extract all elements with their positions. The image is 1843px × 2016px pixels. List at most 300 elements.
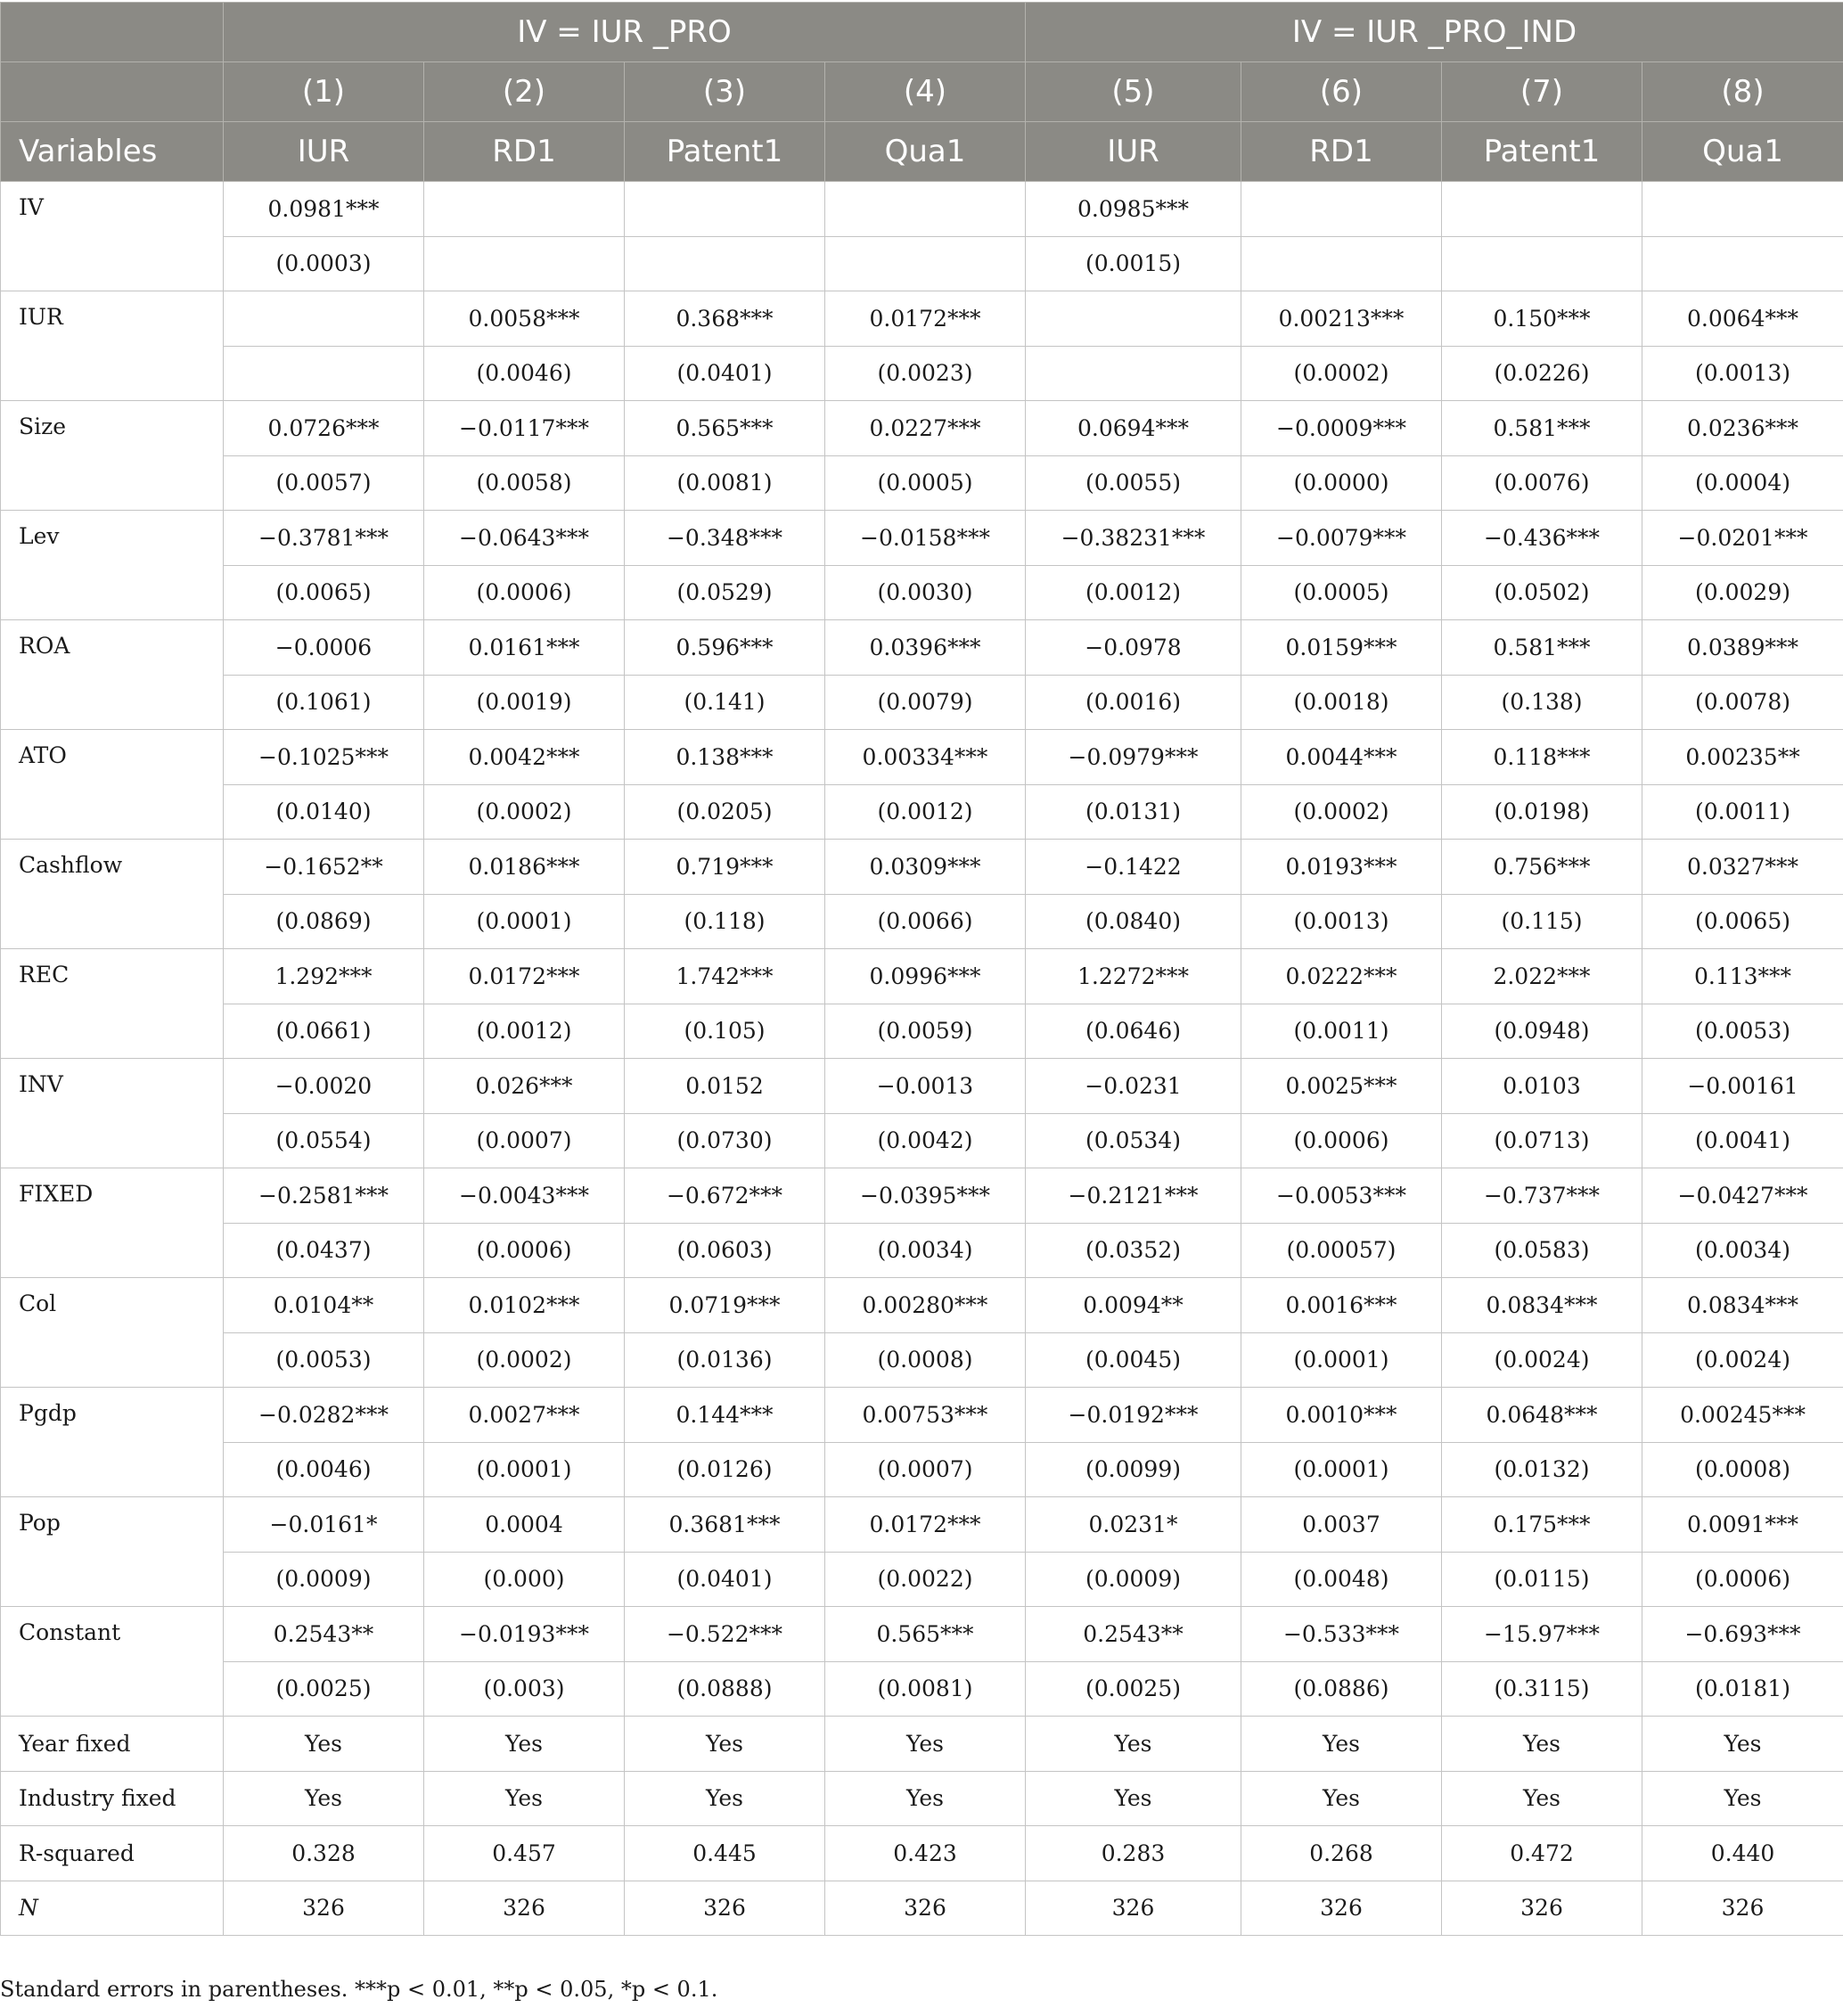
coef-cell: 0.0159*** (1241, 620, 1442, 676)
se-row (1, 1223, 1843, 1278)
se-cell: (0.0048) (1241, 1552, 1442, 1607)
header-col-number: (3) (625, 62, 825, 122)
summary-cell: Yes (1026, 1717, 1241, 1772)
header-variables-label: Variables (1, 122, 224, 182)
coef-cell: 0.00334*** (825, 730, 1026, 785)
se-cell: (0.0059) (825, 1004, 1026, 1059)
se-row (1, 1332, 1843, 1388)
summary-cell: Yes (625, 1717, 825, 1772)
se-cell: (0.0437) (224, 1223, 424, 1278)
coef-cell: 0.0016*** (1241, 1278, 1442, 1333)
se-cell: (0.0001) (424, 894, 625, 949)
summary-cell: 0.440 (1642, 1826, 1843, 1881)
se-cell: (0.0034) (825, 1223, 1026, 1278)
se-cell: (0.0730) (625, 1113, 825, 1168)
coef-cell: −0.0053*** (1241, 1168, 1442, 1224)
coef-cell: 0.138*** (625, 730, 825, 785)
se-cell: (0.0001) (1241, 1332, 1442, 1388)
se-cell: (0.0226) (1442, 346, 1642, 401)
coef-cell: 0.0094** (1026, 1278, 1241, 1333)
coef-cell (1442, 182, 1642, 237)
summary-cell: Yes (224, 1717, 424, 1772)
variable-name: Constant (1, 1607, 224, 1717)
coef-cell: −0.0043*** (424, 1168, 625, 1224)
coef-row (1, 1607, 1843, 1662)
se-cell: (0.0041) (1642, 1113, 1843, 1168)
header-number-row (1, 62, 1843, 122)
coef-cell: −0.0161* (224, 1497, 424, 1553)
se-cell: (0.0888) (625, 1661, 825, 1717)
se-cell: (0.0131) (1026, 784, 1241, 840)
se-cell: (0.0002) (424, 1332, 625, 1388)
coef-cell: 0.0985*** (1026, 182, 1241, 237)
coef-row (1, 511, 1843, 566)
summary-cell: Yes (1642, 1771, 1843, 1826)
se-cell: (0.0003) (224, 236, 424, 291)
se-cell (224, 346, 424, 401)
coef-cell: −0.1422 (1026, 840, 1241, 895)
coef-cell: 0.00245*** (1642, 1388, 1843, 1443)
coef-cell: 0.0726*** (224, 401, 424, 456)
coef-cell: 2.022*** (1442, 949, 1642, 1004)
se-row (1, 784, 1843, 840)
coef-cell: −0.0427*** (1642, 1168, 1843, 1224)
se-cell: (0.138) (1442, 675, 1642, 730)
se-cell: (0.0099) (1026, 1442, 1241, 1497)
coef-cell: 0.0064*** (1642, 291, 1843, 347)
se-cell: (0.0006) (424, 565, 625, 620)
summary-cell: Yes (1442, 1771, 1642, 1826)
se-cell: (0.3115) (1442, 1661, 1642, 1717)
variable-name: ROA (1, 620, 224, 730)
se-cell: (0.0055) (1026, 455, 1241, 511)
coef-cell: 0.0025*** (1241, 1059, 1442, 1114)
se-cell: (0.0025) (1026, 1661, 1241, 1717)
coef-cell: −0.436*** (1442, 511, 1642, 566)
se-cell: (0.003) (424, 1661, 625, 1717)
coef-cell: 0.00235** (1642, 730, 1843, 785)
se-cell: (0.0006) (1241, 1113, 1442, 1168)
se-cell: (0.0005) (825, 455, 1026, 511)
summary-cell: Yes (1442, 1717, 1642, 1772)
se-cell (1241, 236, 1442, 291)
variable-name: FIXED (1, 1168, 224, 1278)
se-row (1, 346, 1843, 401)
coef-cell: −0.0643*** (424, 511, 625, 566)
coef-cell: −0.737*** (1442, 1168, 1642, 1224)
summary-label: N (1, 1881, 224, 1936)
coef-cell: 0.581*** (1442, 401, 1642, 456)
se-cell: (0.0006) (1642, 1552, 1843, 1607)
se-cell (1442, 236, 1642, 291)
summary-cell: 0.457 (424, 1826, 625, 1881)
variable-name: Col (1, 1278, 224, 1388)
table-wrapper (0, 2, 1843, 1936)
coef-cell: −0.0201*** (1642, 511, 1843, 566)
coef-cell: 0.0004 (424, 1497, 625, 1553)
se-cell: (0.0024) (1442, 1332, 1642, 1388)
variable-name: Pop (1, 1497, 224, 1607)
se-cell: (0.0012) (1026, 565, 1241, 620)
coef-cell: 0.0102*** (424, 1278, 625, 1333)
se-cell: (0.0401) (625, 1552, 825, 1607)
coef-cell: 0.0834*** (1442, 1278, 1642, 1333)
coef-row (1, 1497, 1843, 1553)
coef-cell: 0.719*** (625, 840, 825, 895)
se-cell: (0.0046) (424, 346, 625, 401)
coef-cell: −0.0013 (825, 1059, 1026, 1114)
se-cell: (0.0029) (1642, 565, 1843, 620)
header-empty-cell (1, 62, 224, 122)
summary-cell: Yes (1241, 1717, 1442, 1772)
summary-cell: 0.268 (1241, 1826, 1442, 1881)
summary-row (1, 1826, 1843, 1881)
coef-cell: −0.38231*** (1026, 511, 1241, 566)
header-group-iur-pro: IV = IUR _PRO (224, 3, 1026, 62)
coef-row (1, 949, 1843, 1004)
coef-cell: 1.2272*** (1026, 949, 1241, 1004)
coef-cell: 0.0042*** (424, 730, 625, 785)
header-dep-var: Patent1 (625, 122, 825, 182)
se-cell: (0.0554) (224, 1113, 424, 1168)
variable-name: ATO (1, 730, 224, 840)
se-cell (825, 236, 1026, 291)
se-cell: (0.0025) (224, 1661, 424, 1717)
se-cell: (0.0352) (1026, 1223, 1241, 1278)
coef-cell (625, 182, 825, 237)
se-cell: (0.0886) (1241, 1661, 1442, 1717)
summary-cell: 326 (825, 1881, 1026, 1936)
summary-cell: Yes (424, 1717, 625, 1772)
coef-cell: 0.0091*** (1642, 1497, 1843, 1553)
se-cell: (0.0006) (424, 1223, 625, 1278)
se-cell: (0.0011) (1642, 784, 1843, 840)
coef-cell: −0.00161 (1642, 1059, 1843, 1114)
coef-cell: 0.0309*** (825, 840, 1026, 895)
se-cell: (0.0016) (1026, 675, 1241, 730)
se-cell: (0.0115) (1442, 1552, 1642, 1607)
summary-label: R-squared (1, 1826, 224, 1881)
coef-cell: 0.565*** (825, 1607, 1026, 1662)
coef-cell: 0.596*** (625, 620, 825, 676)
se-cell: (0.0079) (825, 675, 1026, 730)
header-dep-var: Qua1 (825, 122, 1026, 182)
variable-name: IUR (1, 291, 224, 401)
se-cell: (0.0011) (1241, 1004, 1442, 1059)
coef-cell: −0.0117*** (424, 401, 625, 456)
coef-cell: 0.00753*** (825, 1388, 1026, 1443)
se-cell: (0.0053) (224, 1332, 424, 1388)
coef-row (1, 730, 1843, 785)
summary-cell: 0.423 (825, 1826, 1026, 1881)
coef-cell: −0.0395*** (825, 1168, 1026, 1224)
coef-row (1, 291, 1843, 347)
summary-cell: 326 (1442, 1881, 1642, 1936)
coef-cell: −0.522*** (625, 1607, 825, 1662)
se-cell: (0.0181) (1642, 1661, 1843, 1717)
coef-cell: 0.0152 (625, 1059, 825, 1114)
summary-cell: 0.328 (224, 1826, 424, 1881)
header-dep-var: IUR (1026, 122, 1241, 182)
coef-row (1, 1388, 1843, 1443)
coef-row (1, 401, 1843, 456)
se-cell: (0.0019) (424, 675, 625, 730)
coef-cell: 0.0010*** (1241, 1388, 1442, 1443)
se-cell: (0.0004) (1642, 455, 1843, 511)
summary-cell: Yes (424, 1771, 625, 1826)
coef-cell: 0.2543** (224, 1607, 424, 1662)
se-row (1, 1552, 1843, 1607)
variable-name: Pgdp (1, 1388, 224, 1497)
se-cell: (0.0205) (625, 784, 825, 840)
header-dep-var: RD1 (424, 122, 625, 182)
coef-cell: 0.0719*** (625, 1278, 825, 1333)
coef-cell: 0.144*** (625, 1388, 825, 1443)
se-cell: (0.0198) (1442, 784, 1642, 840)
variable-name: INV (1, 1059, 224, 1168)
header-depvar-row (1, 122, 1843, 182)
coef-cell: 0.0172*** (825, 291, 1026, 347)
se-cell: (0.0140) (224, 784, 424, 840)
coef-cell: 0.0222*** (1241, 949, 1442, 1004)
coef-cell: 0.0389*** (1642, 620, 1843, 676)
se-cell: (0.0013) (1241, 894, 1442, 949)
coef-cell (1642, 182, 1843, 237)
coef-cell: −0.0282*** (224, 1388, 424, 1443)
variable-name: Cashflow (1, 840, 224, 949)
coef-row (1, 620, 1843, 676)
se-cell: (0.0012) (424, 1004, 625, 1059)
table-footnote: Standard errors in parentheses. ***p < 0.01, **p < 0.05, *p < 0.1. (0, 1977, 718, 2002)
se-row (1, 1113, 1843, 1168)
se-cell: (0.0022) (825, 1552, 1026, 1607)
coef-cell: −0.0158*** (825, 511, 1026, 566)
se-cell: (0.0001) (424, 1442, 625, 1497)
se-cell: (0.141) (625, 675, 825, 730)
header-col-number: (7) (1442, 62, 1642, 122)
se-row (1, 1661, 1843, 1717)
se-cell (1642, 236, 1843, 291)
header-dep-var: Qua1 (1642, 122, 1843, 182)
se-cell: (0.0136) (625, 1332, 825, 1388)
coef-cell: 0.0058*** (424, 291, 625, 347)
header-col-number: (6) (1241, 62, 1442, 122)
se-cell: (0.0024) (1642, 1332, 1843, 1388)
se-cell: (0.0005) (1241, 565, 1442, 620)
se-cell: (0.0661) (224, 1004, 424, 1059)
se-cell: (0.0009) (224, 1552, 424, 1607)
variable-name: IV (1, 182, 224, 291)
coef-cell: −0.0020 (224, 1059, 424, 1114)
header-dep-var: RD1 (1241, 122, 1442, 182)
coef-cell: −0.1652** (224, 840, 424, 895)
se-cell: (0.0401) (625, 346, 825, 401)
summary-row (1, 1717, 1843, 1772)
summary-label: Industry fixed (1, 1771, 224, 1826)
summary-cell: 326 (1241, 1881, 1442, 1936)
se-cell: (0.0013) (1642, 346, 1843, 401)
coef-cell: 0.0193*** (1241, 840, 1442, 895)
se-cell: (0.0529) (625, 565, 825, 620)
table-header (1, 3, 1843, 182)
coef-cell (825, 182, 1026, 237)
se-row (1, 455, 1843, 511)
summary-cell: Yes (224, 1771, 424, 1826)
coef-cell: −0.0193*** (424, 1607, 625, 1662)
coef-cell: 0.00280*** (825, 1278, 1026, 1333)
se-cell: (0.0002) (1241, 346, 1442, 401)
se-cell: (0.0012) (825, 784, 1026, 840)
se-cell: (0.0713) (1442, 1113, 1642, 1168)
summary-cell: Yes (1026, 1771, 1241, 1826)
variable-name: REC (1, 949, 224, 1059)
se-cell: (0.0008) (1642, 1442, 1843, 1497)
coef-cell: −0.1025*** (224, 730, 424, 785)
coef-row (1, 1278, 1843, 1333)
se-cell: (0.0948) (1442, 1004, 1642, 1059)
header-group-row (1, 3, 1843, 62)
summary-row (1, 1771, 1843, 1826)
coef-cell: 0.0172*** (424, 949, 625, 1004)
coef-cell: 0.2543** (1026, 1607, 1241, 1662)
se-cell: (0.0603) (625, 1223, 825, 1278)
se-cell: (0.0002) (424, 784, 625, 840)
se-cell: (0.0065) (224, 565, 424, 620)
se-cell: (0.105) (625, 1004, 825, 1059)
coef-cell: −0.3781*** (224, 511, 424, 566)
coef-cell: 0.756*** (1442, 840, 1642, 895)
se-cell: (0.0081) (825, 1661, 1026, 1717)
coef-cell: 0.0327*** (1642, 840, 1843, 895)
header-col-number: (5) (1026, 62, 1241, 122)
coef-cell: −0.0231 (1026, 1059, 1241, 1114)
header-group-iur-pro-ind: IV = IUR _PRO_IND (1026, 3, 1843, 62)
summary-row (1, 1881, 1843, 1936)
se-row (1, 236, 1843, 291)
coef-cell: −0.0079*** (1241, 511, 1442, 566)
se-cell: (0.0646) (1026, 1004, 1241, 1059)
summary-label: Year fixed (1, 1717, 224, 1772)
coef-cell: −0.693*** (1642, 1607, 1843, 1662)
coef-cell: −0.0006 (224, 620, 424, 676)
summary-cell: 326 (1642, 1881, 1843, 1936)
coef-cell: 0.0981*** (224, 182, 424, 237)
se-cell: (0.0058) (424, 455, 625, 511)
se-cell: (0.0132) (1442, 1442, 1642, 1497)
summary-cell: 326 (424, 1881, 625, 1936)
coef-cell: 1.742*** (625, 949, 825, 1004)
se-cell: (0.0076) (1442, 455, 1642, 511)
coef-cell: 0.118*** (1442, 730, 1642, 785)
summary-cell: 326 (625, 1881, 825, 1936)
summary-cell: Yes (1241, 1771, 1442, 1826)
coef-cell (224, 291, 424, 347)
coef-cell (1026, 291, 1241, 347)
se-row (1, 675, 1843, 730)
coef-row (1, 1168, 1843, 1224)
se-cell: (0.0534) (1026, 1113, 1241, 1168)
coef-cell: 0.175*** (1442, 1497, 1642, 1553)
summary-cell: Yes (825, 1717, 1026, 1772)
coef-cell: 0.581*** (1442, 620, 1642, 676)
variable-name: Lev (1, 511, 224, 620)
se-cell: (0.0034) (1642, 1223, 1843, 1278)
header-col-number: (4) (825, 62, 1026, 122)
se-cell: (0.000) (424, 1552, 625, 1607)
se-cell: (0.0001) (1241, 1442, 1442, 1497)
coef-cell: −0.672*** (625, 1168, 825, 1224)
coef-cell: −15.97*** (1442, 1607, 1642, 1662)
se-cell: (0.0053) (1642, 1004, 1843, 1059)
se-row (1, 1442, 1843, 1497)
coef-cell: 0.0648*** (1442, 1388, 1642, 1443)
coef-cell: 0.0834*** (1642, 1278, 1843, 1333)
se-cell: (0.0018) (1241, 675, 1442, 730)
coef-cell: 0.0172*** (825, 1497, 1026, 1553)
se-cell: (0.0045) (1026, 1332, 1241, 1388)
summary-cell: 0.445 (625, 1826, 825, 1881)
summary-cell: Yes (825, 1771, 1026, 1826)
se-cell (625, 236, 825, 291)
coef-cell: −0.2581*** (224, 1168, 424, 1224)
se-cell: (0.0046) (224, 1442, 424, 1497)
coef-cell: 0.0227*** (825, 401, 1026, 456)
coef-cell: 0.0037 (1241, 1497, 1442, 1553)
coef-cell: 0.0236*** (1642, 401, 1843, 456)
se-cell: (0.1061) (224, 675, 424, 730)
variable-name: Size (1, 401, 224, 511)
se-cell: (0.0000) (1241, 455, 1442, 511)
coef-cell: −0.533*** (1241, 1607, 1442, 1662)
coef-cell: −0.0978 (1026, 620, 1241, 676)
header-dep-var: Patent1 (1442, 122, 1642, 182)
se-cell: (0.0007) (424, 1113, 625, 1168)
header-col-number: (2) (424, 62, 625, 122)
se-cell (424, 236, 625, 291)
se-cell: (0.00057) (1241, 1223, 1442, 1278)
se-cell: (0.0008) (825, 1332, 1026, 1388)
summary-cell: Yes (625, 1771, 825, 1826)
summary-cell: Yes (1642, 1717, 1843, 1772)
coef-cell (424, 182, 625, 237)
se-cell: (0.0030) (825, 565, 1026, 620)
coef-cell: 0.0104** (224, 1278, 424, 1333)
table-body (1, 182, 1843, 1936)
coef-cell: −0.0979*** (1026, 730, 1241, 785)
se-cell: (0.0066) (825, 894, 1026, 949)
coef-cell: 0.00213*** (1241, 291, 1442, 347)
coef-cell: 0.0231* (1026, 1497, 1241, 1553)
se-cell: (0.0042) (825, 1113, 1026, 1168)
se-cell: (0.118) (625, 894, 825, 949)
coef-cell: 0.565*** (625, 401, 825, 456)
coef-row (1, 1059, 1843, 1114)
coef-cell: −0.0009*** (1241, 401, 1442, 456)
se-cell: (0.0009) (1026, 1552, 1241, 1607)
coef-cell: 0.0161*** (424, 620, 625, 676)
se-cell: (0.0081) (625, 455, 825, 511)
coef-cell: 0.113*** (1642, 949, 1843, 1004)
coef-cell: 0.0044*** (1241, 730, 1442, 785)
coef-cell: 0.0396*** (825, 620, 1026, 676)
se-cell: (0.0869) (224, 894, 424, 949)
summary-cell: 326 (1026, 1881, 1241, 1936)
regression-table (0, 2, 1843, 1936)
se-cell: (0.0126) (625, 1442, 825, 1497)
coef-cell (1241, 182, 1442, 237)
coef-cell: 0.3681*** (625, 1497, 825, 1553)
coef-cell: −0.348*** (625, 511, 825, 566)
